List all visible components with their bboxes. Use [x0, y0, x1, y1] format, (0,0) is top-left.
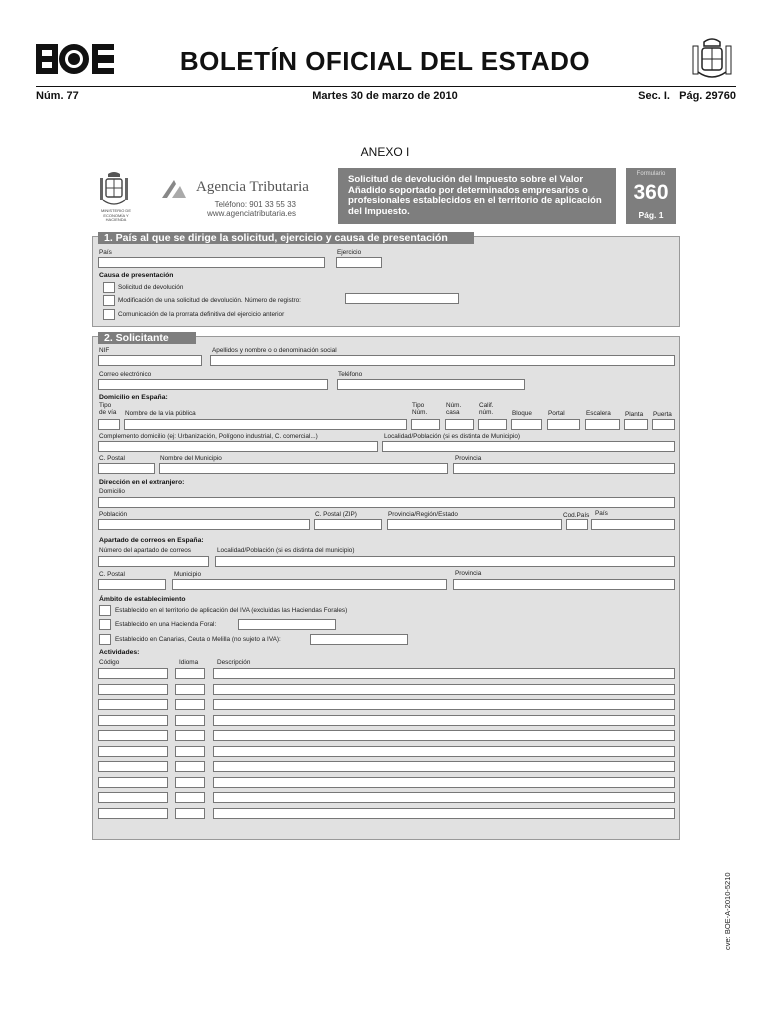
stairs-input[interactable] — [585, 419, 620, 430]
cause-prorrata-checkbox[interactable] — [103, 309, 115, 320]
scope-canarias-label: Establecido en Canarias, Ceuta o Melilla (no sujeto a IVA): — [115, 636, 281, 643]
email-label: Correo electrónico — [99, 371, 152, 378]
po-locality-input[interactable] — [215, 556, 675, 567]
foreign-population-input[interactable] — [98, 519, 310, 530]
phone-label: Teléfono — [338, 371, 363, 378]
section-2-title: 2. Solicitante — [98, 332, 196, 344]
phone-input[interactable] — [337, 379, 525, 390]
qual-num-label: Calif. núm. — [479, 402, 494, 416]
activity-code-input[interactable] — [98, 684, 168, 695]
via-type-input[interactable] — [98, 419, 120, 430]
municipality-label: Nombre del Municipio — [160, 455, 222, 462]
coat-of-arms-icon — [690, 36, 734, 82]
activity-language-input[interactable] — [175, 761, 205, 772]
cause-prorrata-label: Comunicación de la prorrata definitiva del ejercicio anterior — [118, 311, 285, 318]
form-page-number: Pág. 1 — [638, 210, 664, 220]
activity-code-input[interactable] — [98, 792, 168, 803]
name-label: Apellidos y nombre o o denominación social — [212, 347, 337, 354]
foreign-domicile-input[interactable] — [98, 497, 675, 508]
po-province-label: Provincia — [455, 570, 482, 577]
cause-title: Causa de presentación — [99, 272, 174, 279]
activity-language-input[interactable] — [175, 699, 205, 710]
po-province-input[interactable] — [453, 579, 675, 590]
activity-description-input[interactable] — [213, 746, 675, 757]
po-municipality-input[interactable] — [172, 579, 447, 590]
stairs-label: Escalera — [586, 410, 611, 417]
activity-description-input[interactable] — [213, 699, 675, 710]
page-title: BOLETÍN OFICIAL DEL ESTADO — [179, 46, 591, 76]
scope-title: Ámbito de establecimiento — [99, 596, 186, 603]
scope-foral-input[interactable] — [238, 619, 336, 630]
province-label: Provincia — [455, 455, 482, 462]
po-locality-label: Localidad/Población (si es distinta del municipio) — [217, 547, 355, 554]
cause-modification-checkbox[interactable] — [103, 295, 115, 306]
municipality-input[interactable] — [159, 463, 448, 474]
activity-code-label: Código — [99, 659, 120, 666]
activity-language-input[interactable] — [175, 808, 205, 819]
activity-code-input[interactable] — [98, 808, 168, 819]
scope-canarias-checkbox[interactable] — [99, 634, 111, 645]
form-title: Solicitud de devolución del Impuesto sobre el Valor Añadido soportado por determinados empresarios o profesionales establecidos en el territorio de aplicación del Impuesto. — [348, 174, 602, 217]
agency-phone: Teléfono: 901 33 55 33 — [214, 200, 296, 209]
header-divider — [36, 86, 736, 87]
foreign-country-input[interactable] — [591, 519, 675, 530]
region-input[interactable] — [387, 519, 562, 530]
num-type-label: Tipo Núm. — [412, 402, 428, 416]
locality-label: Localidad/Población (si es distinta de Municipio) — [384, 433, 521, 440]
via-type-label: Tipo de vía — [99, 402, 117, 416]
floor-input[interactable] — [624, 419, 648, 430]
floor-label: Planta — [625, 411, 644, 418]
agency-web: www.agenciatributaria.es — [207, 209, 296, 218]
activities-title: Actividades: — [99, 649, 140, 656]
activity-description-label: Descripción — [217, 659, 251, 666]
cause-refund-checkbox[interactable] — [103, 282, 115, 293]
foreign-domicile-label: Domicilio — [99, 488, 125, 495]
activity-code-input[interactable] — [98, 699, 168, 710]
name-input[interactable] — [210, 355, 675, 366]
num-type-input[interactable] — [411, 419, 440, 430]
scope-foral-label: Establecido en una Hacienda Foral: — [115, 621, 217, 628]
qual-num-input[interactable] — [478, 419, 507, 430]
po-postal-input[interactable] — [98, 579, 166, 590]
province-input[interactable] — [453, 463, 675, 474]
activity-language-input[interactable] — [175, 715, 205, 726]
scope-iva-checkbox[interactable] — [99, 605, 111, 616]
complement-label: Complemento domicilio (ej: Urbanización, Polígono industrial, C. comercial...) — [99, 433, 318, 440]
activity-language-input[interactable] — [175, 684, 205, 695]
cve-code: cve: BOE-A-2010-5210 — [723, 872, 732, 950]
activity-code-input[interactable] — [98, 777, 168, 788]
region-label: Provincia/Región/Estado — [388, 511, 458, 518]
agency-name: Agencia Tributaria — [196, 179, 309, 195]
portal-input[interactable] — [547, 419, 580, 430]
model-label: Formulario — [636, 171, 666, 177]
country-code-input[interactable] — [566, 519, 588, 530]
ministry-name: MINISTERIO DE ECONOMÍA Y HACIENDA — [100, 208, 131, 222]
activity-code-input[interactable] — [98, 761, 168, 772]
via-name-label: Nombre de la vía pública — [125, 410, 196, 417]
door-label: Puerta — [653, 411, 672, 418]
zip-label: C. Postal (ZIP) — [315, 511, 357, 518]
year-label: Ejercicio — [337, 249, 362, 256]
country-label: País — [99, 249, 112, 256]
email-input[interactable] — [98, 379, 328, 390]
nif-input[interactable] — [98, 355, 202, 366]
activity-language-input[interactable] — [175, 668, 205, 679]
door-input[interactable] — [652, 419, 675, 430]
activity-language-input[interactable] — [175, 746, 205, 757]
foreign-address-title: Dirección en el extranjero: — [99, 479, 185, 486]
zip-input[interactable] — [314, 519, 382, 530]
cause-modification-label: Modificación de una solicitud de devolución. Número de registro: — [118, 297, 301, 304]
house-num-label: Núm. casa — [446, 402, 462, 416]
year-input[interactable] — [336, 257, 382, 268]
agency-contact — [196, 200, 296, 218]
scope-canarias-input[interactable] — [310, 634, 408, 645]
scope-iva-label: Establecido en el territorio de aplicación del IVA (excluidas las Haciendas Forales) — [115, 607, 348, 614]
locality-input[interactable] — [382, 441, 675, 452]
house-num-input[interactable] — [445, 419, 474, 430]
activity-description-input[interactable] — [213, 808, 675, 819]
postal-code-label: C. Postal — [99, 455, 125, 462]
activity-description-input[interactable] — [213, 730, 675, 741]
complement-input[interactable] — [98, 441, 378, 452]
scope-foral-checkbox[interactable] — [99, 619, 111, 630]
activity-code-input[interactable] — [98, 715, 168, 726]
country-input[interactable] — [98, 257, 325, 268]
foreign-country-label: País — [595, 510, 608, 517]
po-municipality-label: Municipio — [174, 571, 201, 578]
agency-logo-icon — [160, 178, 188, 200]
section-1-title: 1. País al que se dirige la solicitud, ejercicio y causa de presentación — [98, 232, 474, 244]
foreign-population-label: Población — [99, 511, 128, 518]
po-number-label: Número del apartado de correos — [99, 547, 192, 554]
activity-code-input[interactable] — [98, 668, 168, 679]
section-page: Sec. I. Pág. 29760 — [638, 90, 736, 102]
annex-title: ANEXO I — [360, 145, 410, 159]
ministry-crest-icon — [98, 170, 130, 208]
block-label: Bloque — [512, 410, 532, 417]
activity-language-input[interactable] — [175, 792, 205, 803]
activity-code-input[interactable] — [98, 746, 168, 757]
po-number-input[interactable] — [98, 556, 209, 567]
activity-language-label: Idioma — [179, 659, 199, 666]
activity-code-input[interactable] — [98, 730, 168, 741]
country-code-label: Cod.País — [563, 512, 590, 519]
cause-refund-label: Solicitud de devolución — [118, 284, 184, 291]
po-box-title: Apartado de correos en España: — [99, 537, 204, 544]
model-number: 360 — [633, 181, 669, 204]
activity-description-input[interactable] — [213, 792, 675, 803]
po-postal-label: C. Postal — [99, 571, 125, 578]
activity-language-input[interactable] — [175, 730, 205, 741]
nif-label: NIF — [99, 347, 110, 354]
via-name-input[interactable] — [124, 419, 407, 430]
activity-description-input[interactable] — [213, 761, 675, 772]
registry-number-input[interactable] — [345, 293, 459, 304]
activity-description-input[interactable] — [213, 668, 675, 679]
activity-description-input[interactable] — [213, 715, 675, 726]
block-input[interactable] — [511, 419, 542, 430]
issue-date: Martes 30 de marzo de 2010 — [312, 90, 458, 102]
postal-code-input[interactable] — [98, 463, 155, 474]
activity-language-input[interactable] — [175, 777, 205, 788]
activity-description-input[interactable] — [213, 777, 675, 788]
activity-description-input[interactable] — [213, 684, 675, 695]
issue-number: Núm. 77 — [36, 90, 79, 102]
domicile-title: Domicilio en España: — [99, 394, 168, 401]
portal-label: Portal — [548, 410, 565, 417]
